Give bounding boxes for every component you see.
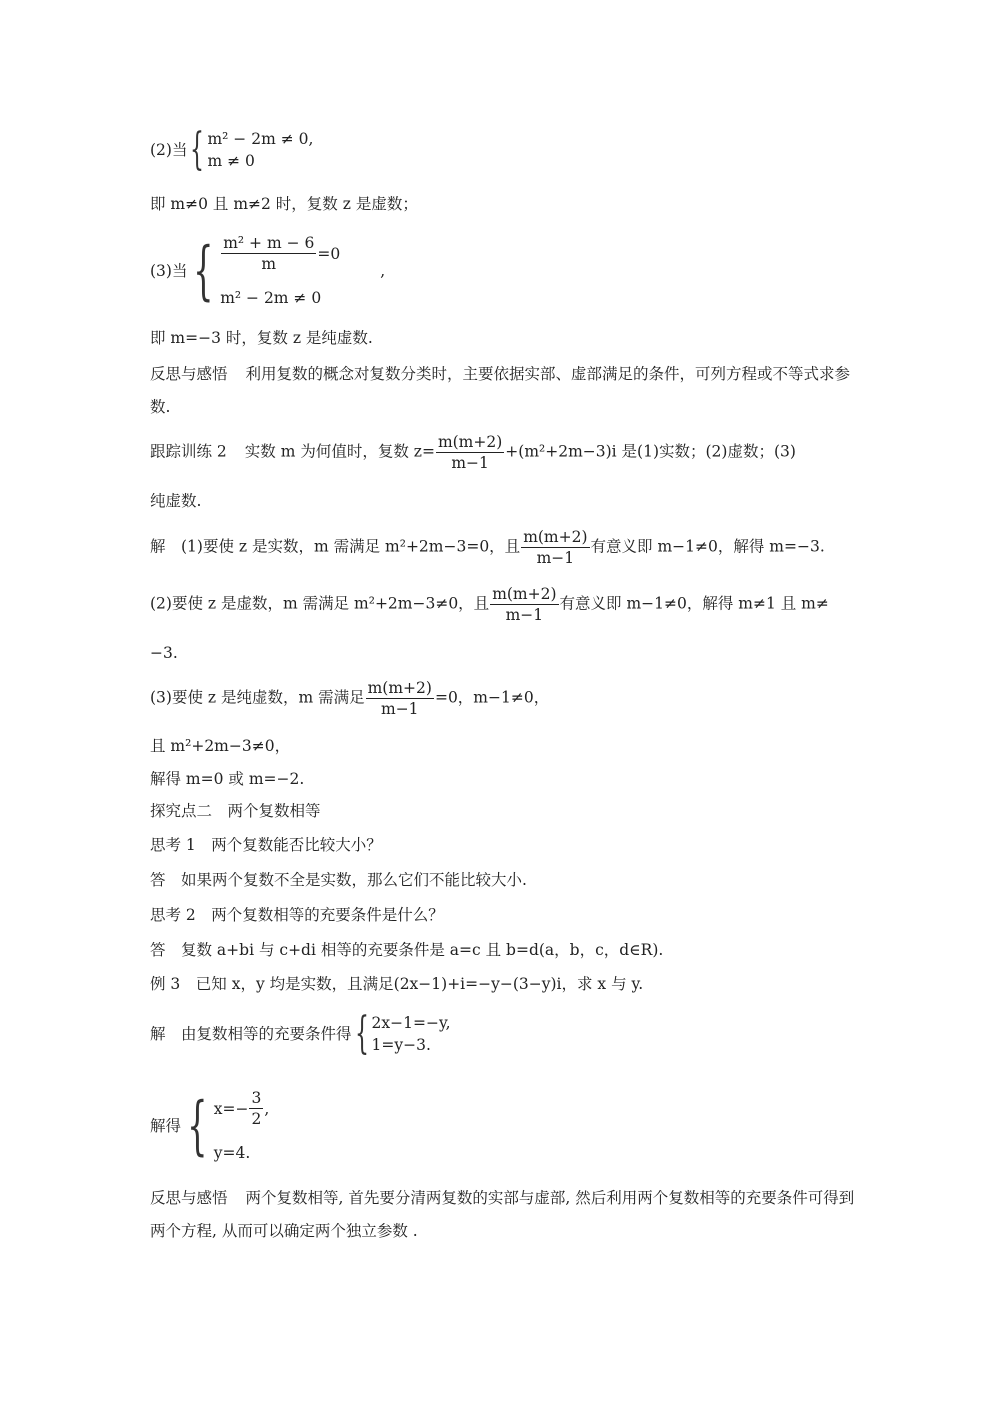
left-brace-icon: {	[190, 124, 205, 175]
case-3-result: 即 m=−3 时，复数 z 是纯虚数.	[150, 329, 373, 347]
reflection-title: 反思与感悟	[150, 1189, 228, 1207]
reflection-2	[150, 1182, 860, 1248]
answer-2: 答 复数 a+bi 与 c+di 相等的充要条件是 a=c 且 b=d(a，b，c，d∈R).	[150, 941, 664, 959]
think-2: 思考 2 两个复数相等的充要条件是什么？	[150, 906, 444, 924]
solution-part-1: 解 (1)要使 z 是实数，m 需满足 m²+2m−3=0，且 $\frac{m(m+2)}{m-1}$ 有意义即 m−1≠0，解得 m=−3.	[150, 528, 825, 567]
fraction: $\frac{m(m+2)}{m-1}$	[437, 433, 503, 472]
fraction: $\frac{m(m+2)}{m-1}$	[492, 585, 557, 624]
answer-1: 答 如果两个复数不全是实数，那么它们不能比较大小.	[150, 871, 527, 889]
case-2-cond2: m ≠ 0	[207, 152, 255, 170]
solution-part-3-line3: 解得 m=0 或 m=−2.	[150, 770, 305, 788]
example-3-solution: 解 由复数相等的充要条件得 { 2x−1=−y, 1=y−3.	[150, 1008, 451, 1059]
tracking-exercise-2-line2: 纯虚数.	[150, 492, 202, 510]
case-3-cond2: m² − 2m ≠ 0	[220, 289, 322, 307]
fraction: $\frac{m(m+2)}{m-1}$	[523, 528, 588, 567]
solution-part-3-line2: 且 m²+2m−3≠0，	[150, 737, 291, 755]
case-3-fraction: $\frac{\text{m² + m − 6}}{m}$	[223, 234, 315, 273]
fraction: $\frac{3}{2}$	[251, 1089, 262, 1128]
exercise-title: 跟踪训练 2	[150, 442, 227, 461]
left-brace-icon: {	[187, 1089, 208, 1163]
reflection-title: 反思与感悟	[150, 365, 228, 383]
tracking-exercise-2: 跟踪训练 2 实数 m 为何值时，复数 z= $\frac{m(m+2)}{m-1}$ +(m²+2m−3)i 是(1)实数；(2)虚数；(3)	[150, 433, 796, 472]
case-3-label: (3)当	[150, 262, 188, 280]
solution-part-3: (3)要使 z 是纯虚数，m 需满足 $\frac{m(m+2)}{m-1}$ =0，m−1≠0，	[150, 679, 550, 718]
case-2-result: 即 m≠0 且 m≠2 时，复数 z 是虚数；	[150, 195, 418, 213]
example-3: 例 3 已知 x，y 均是实数，且满足(2x−1)+i=−y−(3−y)i，求 x 与 y.	[150, 975, 644, 993]
reflection-text: 两个复数相等, 首先要分清两复数的实部与虚部, 然后利用两个复数相等的充要条件可得到两个方程, 从而可以确定两个独立参数 .	[150, 1189, 855, 1240]
solution-part-2-line2: −3.	[150, 644, 178, 662]
case-2-label: (2)当	[150, 141, 188, 159]
reflection-1	[150, 358, 860, 424]
case-2-condition	[150, 124, 314, 175]
case-3-condition: (3)当 { $\frac{\text{m² + m − 6}}{m}$ =0 m² − 2m ≠ 0 ,	[150, 234, 386, 308]
fraction: $\frac{m(m+2)}{m-1}$	[367, 679, 432, 718]
solution-part-2: (2)要使 z 是虚数，m 需满足 m²+2m−3≠0，且 $\frac{m(m+2)}{m-1}$ 有意义即 m−1≠0，解得 m≠1 且 m≠	[150, 585, 829, 624]
left-brace-icon: {	[193, 234, 215, 308]
reflection-text: 利用复数的概念对复数分类时，主要依据实部、虚部满足的条件，可列方程或不等式求参数.	[150, 365, 851, 416]
think-1: 思考 1 两个复数能否比较大小？	[150, 836, 382, 854]
case-2-cond1: m² − 2m ≠ 0,	[207, 130, 314, 148]
section-title: 探究点二 两个复数相等	[150, 802, 321, 820]
example-3-result: 解得 { x=− $\frac{3}{2}$ , y=4.	[150, 1089, 270, 1163]
left-brace-icon: {	[354, 1008, 369, 1059]
